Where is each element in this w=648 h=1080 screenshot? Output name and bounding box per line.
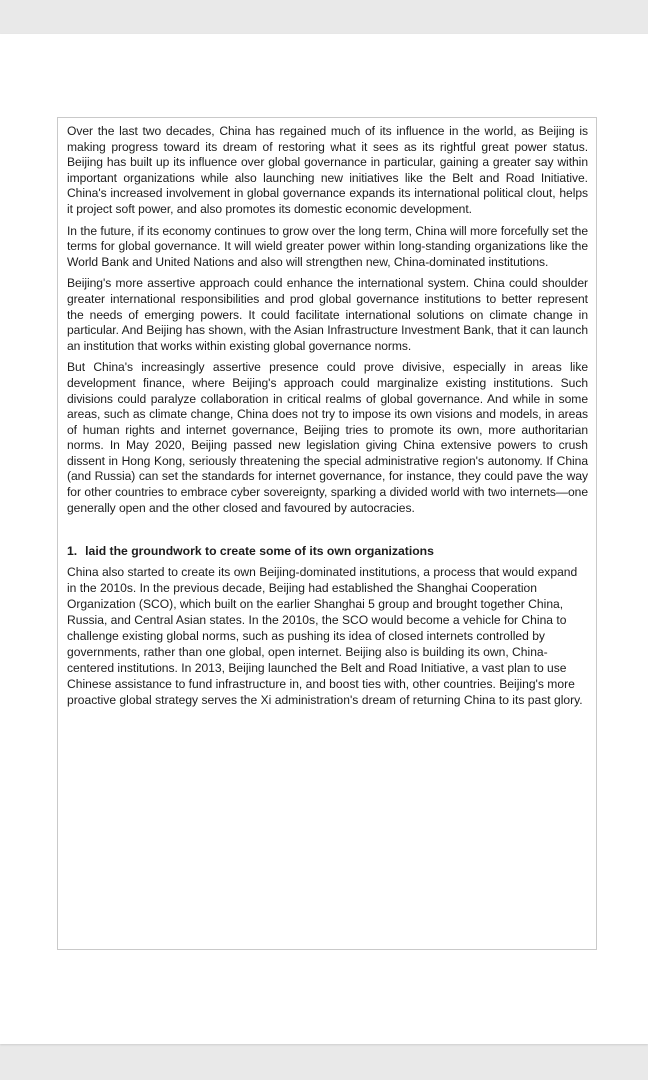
text-box: [57, 117, 597, 950]
section-number: 1.: [67, 544, 78, 559]
section-heading: [67, 543, 588, 559]
document-page: [0, 34, 648, 1044]
paragraph-3: Beijing's more assertive approach could enhance the international system. China could shoulder greater international responsibilities and prod global governance institutions to better represent the needs of emerging powers. It could facilitate international solutions on climate change in particular. And Beijing has shown, with the Asian Infrastructure Investment Bank, that it can launch an institution that works within existing global governance norms.: [67, 276, 588, 353]
paragraph-2: In the future, if its economy continues to grow over the long term, China will more forcefully set the terms for global governance. It will wield greater power within long-standing organizations like the World Bank and United Nations and also will strengthen new, China-dominated institutions.: [67, 223, 588, 269]
section-body: China also started to create its own Beijing-dominated institutions, a process that would expand in the 2010s. In the previous decade, Beijing had established the Shanghai Cooperation Organization (SCO), which built on the earlier Shanghai 5 group and brought together China, Russia, and Central Asian states. In the 2010s, the SCO would become a vehicle for China to challenge existing global norms, such as pushing its idea of closed internets controlled by governments, rather than one global, open internet. Beijing also is building its own, China-centered institutions. In 2013, Beijing launched the Belt and Road Initiative, a vast plan to use Chinese assistance to fund infrastructure in, and boost ties with, other countries. Beijing's more proactive global strategy serves the Xi administration's dream of returning China to its past glory.: [67, 565, 583, 707]
paragraph-1: Over the last two decades, China has regained much of its influence in the world, as Beijing is making progress toward its dream of restoring what it sees as its rightful great power status. Beijing has built up its influence over global governance in particular, gaining a greater say within important organizations while also launching new initiatives like the Belt and Road Initiative. China's increased involvement in global governance expands its international political clout, helps it project soft power, and also promotes its domestic economic development.: [67, 124, 588, 216]
section-title: laid the groundwork to create some of its own organizations: [85, 544, 434, 559]
section-spacer: [67, 522, 588, 543]
paragraph-4: But China's increasingly assertive presence could prove divisive, especially in areas like development finance, where Beijing's approach could marginalize existing institutions. Such divisions could paralyze collaboration in critical realms of global governance. And while in some areas, such as climate change, China does not try to impose its own visions and models, in areas of human rights and internet governance, Beijing tries to promote its own, more authoritarian norms. In May 2020, Beijing passed new legislation giving China extensive powers to crush dissent in Hong Kong, seriously threatening the special administrative region's autonomy. If China (and Russia) can set the standards for internet governance, for instance, they could pave the way for other countries to embrace cyber sovereignty, sparking a divided world with two internets—one generally open and the other closed and favoured by autocracies.: [67, 360, 588, 515]
